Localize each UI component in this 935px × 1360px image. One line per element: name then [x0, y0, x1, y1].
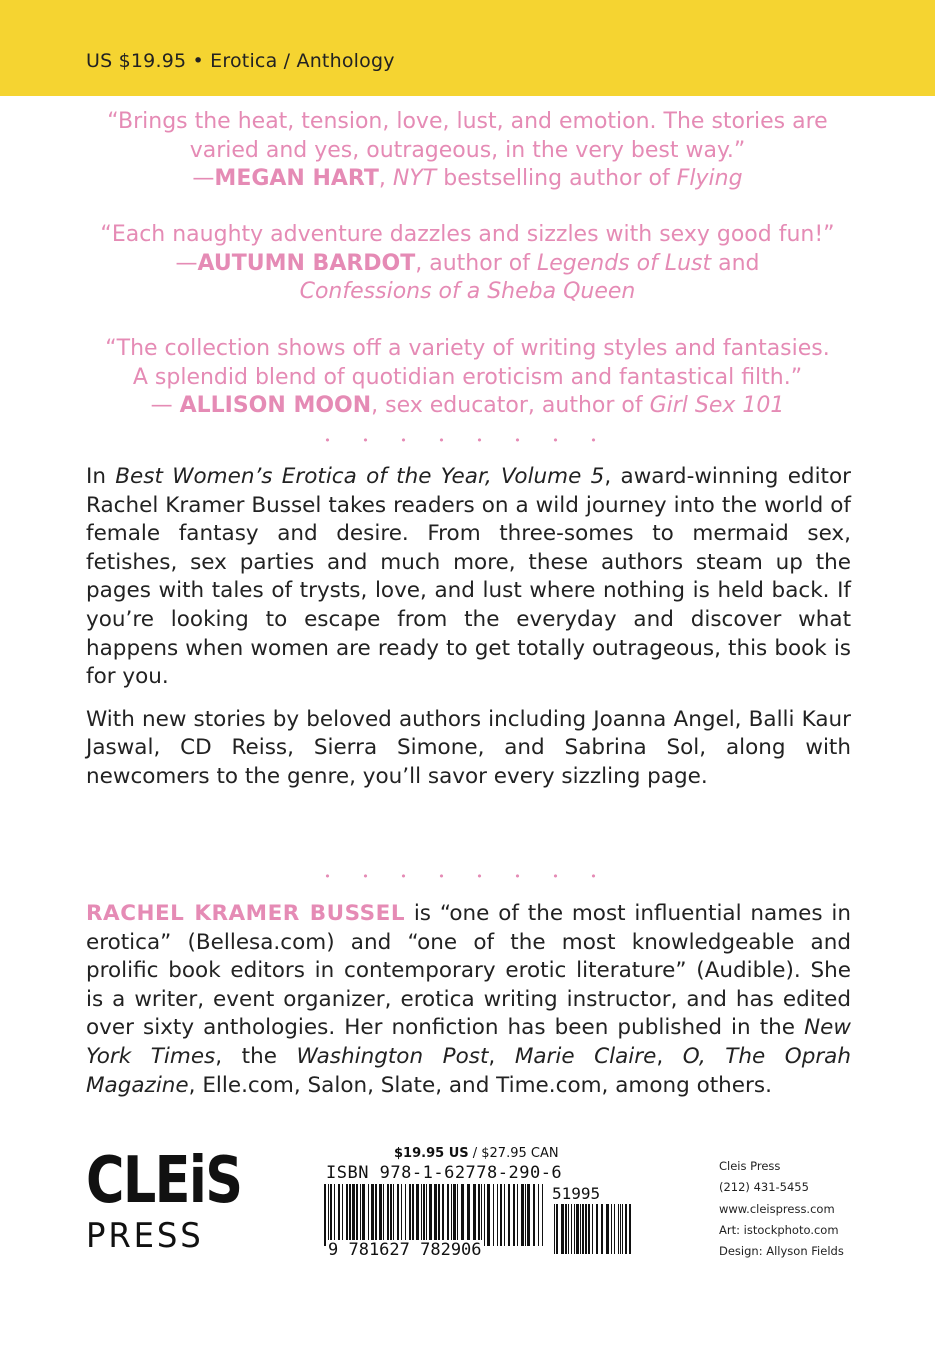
- description-paragraph-1: [86, 463, 851, 692]
- text: In: [86, 464, 116, 489]
- review-quote-2: [40, 221, 895, 307]
- dash: —: [192, 166, 215, 191]
- quote-author: MEGAN HART: [214, 166, 379, 191]
- quote-text: A splendid blend of quotidian eroticism and fantastical filth.”: [132, 364, 803, 390]
- quote-text: “Brings the heat, tension, love, lust, and emotion. The stories are: [107, 109, 828, 134]
- barcode-number: 9 781627 782906: [328, 1240, 482, 1260]
- quote-text: “The collection shows off a variety of writing styles and fantasies.: [105, 336, 830, 361]
- book-description: [86, 463, 851, 792]
- isbn-number: ISBN 978-1-62778-290-6: [326, 1163, 563, 1183]
- text: ,: [656, 1043, 683, 1069]
- credit-italic: NYT: [392, 166, 437, 191]
- dot-divider-2: • • • • • • • •: [324, 870, 611, 883]
- credit-line: www.cleispress.com: [719, 1201, 835, 1216]
- review-quote-3: [40, 335, 895, 421]
- credit-text: bestselling author of: [436, 166, 677, 191]
- text: ,: [488, 1043, 515, 1069]
- bio-paragraph: [86, 900, 851, 1100]
- price-genre-label: US $19.95 • Erotica / Anthology: [86, 50, 395, 72]
- price-line: [394, 1146, 559, 1161]
- barcode-block: [322, 1146, 642, 1266]
- credit-italic: Confessions of a Sheba Queen: [299, 279, 636, 304]
- quote-attribution: [40, 165, 895, 194]
- price-can: / $27.95 CAN: [468, 1146, 559, 1161]
- text: , the: [215, 1043, 297, 1069]
- cleis-press-logo: [86, 1144, 242, 1260]
- text: , award-winning editor Rachel Kramer Bussel takes readers on a wild journey into the world of female fantasy and desire. From three-somes to mermaid sex, fetishes, sex parties and much more, these authors steam up the pages with tales of trysts, love, and lust where nothing is held back. If you’re looking to escape from the everyday and discover what happens when women are ready to get totally outrageous, this book is for you.: [86, 464, 851, 690]
- credit-line: Art: istockphoto.com: [719, 1222, 839, 1237]
- credit-text: and: [711, 250, 760, 276]
- quote-author: AUTUMN BARDOT: [197, 250, 416, 276]
- credit-line: Cleis Press: [719, 1159, 781, 1173]
- quote-attribution: [40, 250, 895, 279]
- credit-text: , sex educator, author of: [371, 393, 650, 418]
- dash: —: [175, 250, 198, 276]
- editor-name: RACHEL KRAMER BUSSEL: [86, 901, 406, 926]
- credit-italic: Legends of Lust: [536, 250, 712, 276]
- credit-line: (212) 431-5455: [719, 1180, 809, 1195]
- price-us: $19.95 US: [394, 1146, 469, 1161]
- logo-top-word: CLEiS: [86, 1144, 242, 1218]
- credit-line: Design: Allyson Fields: [719, 1244, 844, 1259]
- quote-text: varied and yes, outrageous, in the very best way.”: [189, 137, 746, 163]
- publication: Washington Post: [296, 1043, 489, 1069]
- description-paragraph-2: With new stories by beloved authors including Joanna Angel, Balli Kaur Jaswal, CD Reiss, Sierra Simone, and Sabrina Sol, along with newcomers to the genre, you’ll savor every sizzling page.: [86, 706, 851, 789]
- publication: New York Times: [86, 1015, 851, 1069]
- top-band: [0, 0, 935, 96]
- review-quote-1: [40, 108, 895, 194]
- text: is “one of the most influential names in erotica” (Bellesa.com) and “one of the most knowledgeable and prolific book editors in contemporary erotic literature” (Audible). She is a writer, event organizer, erotica writing instructor, and has edited over sixty anthologies. Her nonfiction has been published in the: [86, 901, 851, 1041]
- credit-text: , author of: [415, 250, 537, 276]
- quote-text: “Each naughty adventure dazzles and sizzles with sexy good fun!”: [100, 222, 835, 247]
- dot-divider-1: • • • • • • • •: [324, 434, 611, 447]
- book-title: Best Women’s Erotica of the Year, Volume 5: [115, 464, 605, 489]
- quote-attribution: [40, 392, 895, 421]
- dash: —: [150, 393, 180, 418]
- quote-author: ALLISON MOON: [179, 393, 372, 418]
- editor-bio: [86, 900, 851, 1100]
- publisher-credits: [719, 1156, 844, 1262]
- publication: Marie Claire: [514, 1043, 657, 1069]
- credit-text: ,: [378, 166, 393, 191]
- text: , Elle.com, Salon, Slate, and Time.com, among others.: [188, 1072, 772, 1098]
- addon-number: 51995: [552, 1184, 601, 1203]
- logo-bottom-word: PRESS: [86, 1216, 204, 1256]
- publication: O, The Oprah Magazine: [86, 1043, 851, 1098]
- credit-italic: Girl Sex 101: [649, 393, 785, 418]
- credit-italic: Flying: [676, 166, 743, 191]
